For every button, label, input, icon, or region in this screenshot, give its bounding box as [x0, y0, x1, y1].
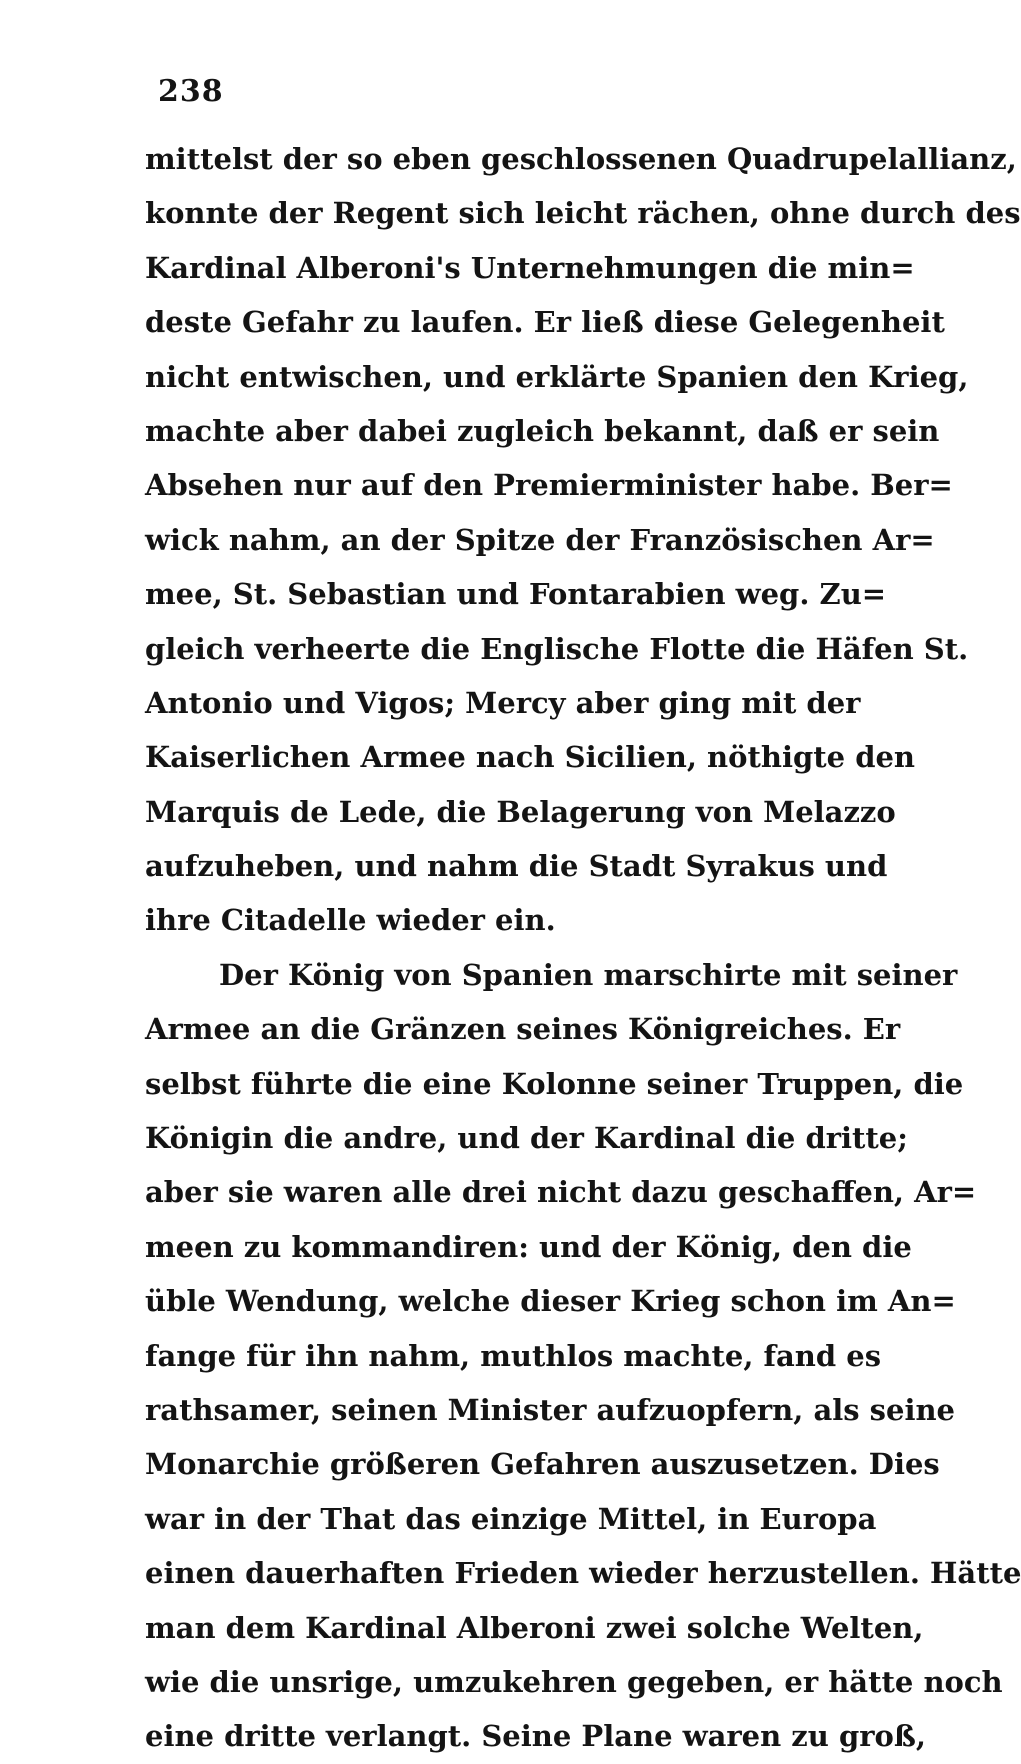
- text-line: man dem Kardinal Alberoni zwei solche Welten,: [145, 1610, 924, 1645]
- paragraph-start-line: Der König von Spanien marschirte mit seiner: [219, 957, 958, 992]
- text-line: Marquis de Lede, die Belagerung von Melazzo: [145, 794, 896, 829]
- text-line: rathsamer, seinen Minister aufzuopfern, als seine: [145, 1392, 956, 1427]
- text-line: gleich verheerte die Englische Flotte die Häfen St.: [145, 631, 969, 666]
- text-line: Königin die andre, und der Kardinal die dritte;: [145, 1121, 908, 1156]
- text-line: Armee an die Gränzen seines Königreiches. Er: [145, 1012, 901, 1047]
- text-line: aber sie waren alle drei nicht dazu geschaffen, Ar=: [145, 1175, 977, 1210]
- text-line: selbst führte die eine Kolonne seiner Truppen, die: [145, 1066, 964, 1101]
- text-line: wie die unsrige, umzukehren gegeben, er hätte noch: [145, 1664, 1003, 1699]
- text-line: wick nahm, an der Spitze der Französischen Ar=: [145, 522, 935, 557]
- text-line: einen dauerhaften Frieden wieder herzustellen. Hätte: [145, 1556, 1021, 1591]
- text-line: Kardinal Alberoni's Unternehmungen die min=: [145, 250, 915, 285]
- text-line: Absehen nur auf den Premierminister habe. Ber=: [145, 468, 953, 503]
- body-text: [145, 132, 1021, 1764]
- text-line: meen zu kommandiren: und der König, den die: [145, 1229, 912, 1264]
- text-line: nicht entwischen, und erklärte Spanien den Krieg,: [145, 359, 969, 394]
- paragraph-end-line: ihre Citadelle wieder ein.: [145, 903, 556, 938]
- text-line: mee, St. Sebastian und Fontarabien weg. Zu=: [145, 577, 887, 612]
- page-number: 238: [158, 74, 224, 109]
- text-line: üble Wendung, welche dieser Krieg schon im An=: [145, 1284, 956, 1319]
- text-line: machte aber dabei zugleich bekannt, daß er sein: [145, 413, 940, 448]
- text-line: konnte der Regent sich leicht rächen, ohne durch des: [145, 196, 1021, 231]
- text-line: eine dritte verlangt. Seine Plane waren zu groß,: [145, 1719, 926, 1754]
- text-line: aufzuheben, und nahm die Stadt Syrakus und: [145, 849, 888, 884]
- text-line: deste Gefahr zu laufen. Er ließ diese Gelegenheit: [145, 305, 945, 340]
- text-line: Kaiserlichen Armee nach Sicilien, nöthigte den: [145, 740, 916, 775]
- text-line: Antonio und Vigos; Mercy aber ging mit der: [145, 685, 861, 720]
- text-line: mittelst der so eben geschlossenen Quadrupelallianz,: [145, 142, 1017, 176]
- text-line: Monarchie größeren Gefahren auszusetzen. Dies: [145, 1447, 940, 1482]
- text-line: fange für ihn nahm, muthlos machte, fand es: [145, 1338, 882, 1373]
- text-line: war in der That das einzige Mittel, in Europa: [145, 1501, 877, 1536]
